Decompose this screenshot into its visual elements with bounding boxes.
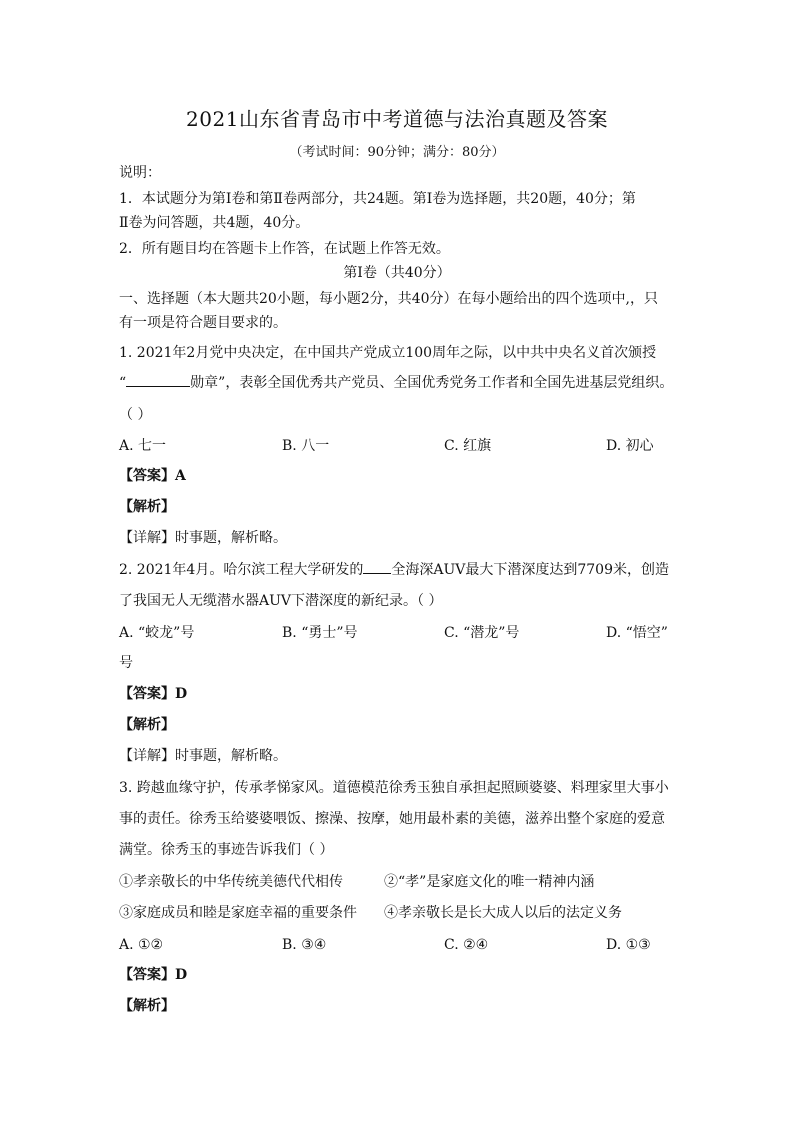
q2-stem-line-1-post: 全海深AUV最大下潜深度达到7709米，创造 bbox=[391, 562, 669, 578]
q3-statement-1: ①孝亲敬长的中华传统美德代代相传 bbox=[119, 874, 343, 890]
q1-stem-line-1: 1. 2021年2月党中央决定，在中国共产党成立100周年之际，以中共中央名义首次颁授 bbox=[119, 345, 657, 361]
q1-option-d: D. 初心 bbox=[606, 438, 654, 454]
q3-answer: 【答案】D bbox=[119, 967, 188, 983]
intro-item-2: 2．所有题目均在答题卡上作答，在试题上作答无效。 bbox=[119, 241, 450, 257]
page-title: 2021山东省青岛市中考道德与法治真题及答案 bbox=[186, 107, 608, 131]
q1-detail: 【详解】时事题，解析略。 bbox=[119, 530, 287, 546]
q3-statement-2: ②“孝”是家庭文化的唯一精神内涵 bbox=[384, 874, 595, 890]
q2-detail: 【详解】时事题，解析略。 bbox=[119, 748, 287, 764]
q3-statement-4: ④孝亲敬长是长大成人以后的法定义务 bbox=[384, 905, 622, 921]
q1-answer: 【答案】A bbox=[119, 468, 186, 484]
section-instruction-line-2: 有一项是符合题目要求的。 bbox=[119, 315, 287, 331]
exam-info: （考试时间：90分钟；满分：80分） bbox=[289, 145, 505, 160]
q2-stem-line-2: 了我国无人无缆潜水器AUV下潜深度的新纪录。（ ） bbox=[119, 593, 443, 609]
q2-option-a: A. “蛟龙”号 bbox=[119, 625, 195, 641]
q3-analysis: 【解析】 bbox=[119, 998, 175, 1014]
intro-label: 说明： bbox=[119, 165, 161, 181]
q1-option-b: B. 八一 bbox=[282, 438, 330, 454]
intro-item-1-line-1: 1．本试题分为第Ⅰ卷和第Ⅱ卷两部分，共24题。第Ⅰ卷为选择题，共20题，40分；第 bbox=[119, 191, 636, 207]
q1-blank bbox=[126, 374, 190, 387]
q2-option-c: C. “潜龙”号 bbox=[444, 625, 520, 641]
q3-option-b: B. ③④ bbox=[282, 937, 327, 953]
q1-stem-line-2-text: 勋章”，表彰全国优秀共产党员、全国优秀党务工作者和全国先进基层党组织。 bbox=[190, 375, 674, 391]
section-instruction-line-1: 一、选择题（本大题共20小题，每小题2分，共40分）在每小题给出的四个选项中,，只 bbox=[119, 291, 658, 307]
q2-option-b: B. “勇士”号 bbox=[282, 625, 358, 641]
q1-option-c: C. 红旗 bbox=[444, 438, 492, 454]
q2-analysis: 【解析】 bbox=[119, 717, 175, 733]
intro-item-1-line-2: Ⅱ卷为问答题，共4题，40分。 bbox=[119, 215, 310, 231]
q3-stem-line-2: 事的责任。徐秀玉给婆婆喂饭、擦澡、按摩，她用最朴素的美德，滋养出整个家庭的爱意 bbox=[119, 811, 665, 827]
q3-option-d: D. ①③ bbox=[606, 937, 651, 953]
q2-blank bbox=[363, 561, 391, 574]
q1-stem-line-2 bbox=[119, 374, 673, 392]
q3-statement-3: ③家庭成员和睦是家庭幸福的重要条件 bbox=[119, 905, 357, 921]
q1-answer-bracket: （ ） bbox=[119, 407, 152, 423]
q2-answer: 【答案】D bbox=[119, 686, 188, 702]
q3-option-c: C. ②④ bbox=[444, 937, 489, 953]
q1-option-a: A. 七一 bbox=[119, 438, 167, 454]
q2-option-d: D. “悟空” bbox=[606, 625, 668, 641]
q3-stem-line-1: 3. 跨越血缘守护，传承孝悌家风。道德模范徐秀玉独自承担起照顾婆婆、料理家里大事小 bbox=[119, 780, 669, 796]
q1-quote-open: “ bbox=[119, 375, 127, 391]
q2-stem-line-1-pre: 2. 2021年4月。哈尔滨工程大学研发的 bbox=[119, 562, 364, 578]
section-title: 第Ⅰ卷（共40分） bbox=[343, 265, 451, 281]
q2-option-d-continuation: 号 bbox=[119, 655, 133, 671]
q1-analysis: 【解析】 bbox=[119, 499, 175, 515]
q3-stem-line-3: 满堂。徐秀玉的事迹告诉我们（ ） bbox=[119, 842, 334, 858]
q2-stem-line-1 bbox=[119, 561, 669, 579]
q3-option-a: A. ①② bbox=[119, 937, 164, 953]
